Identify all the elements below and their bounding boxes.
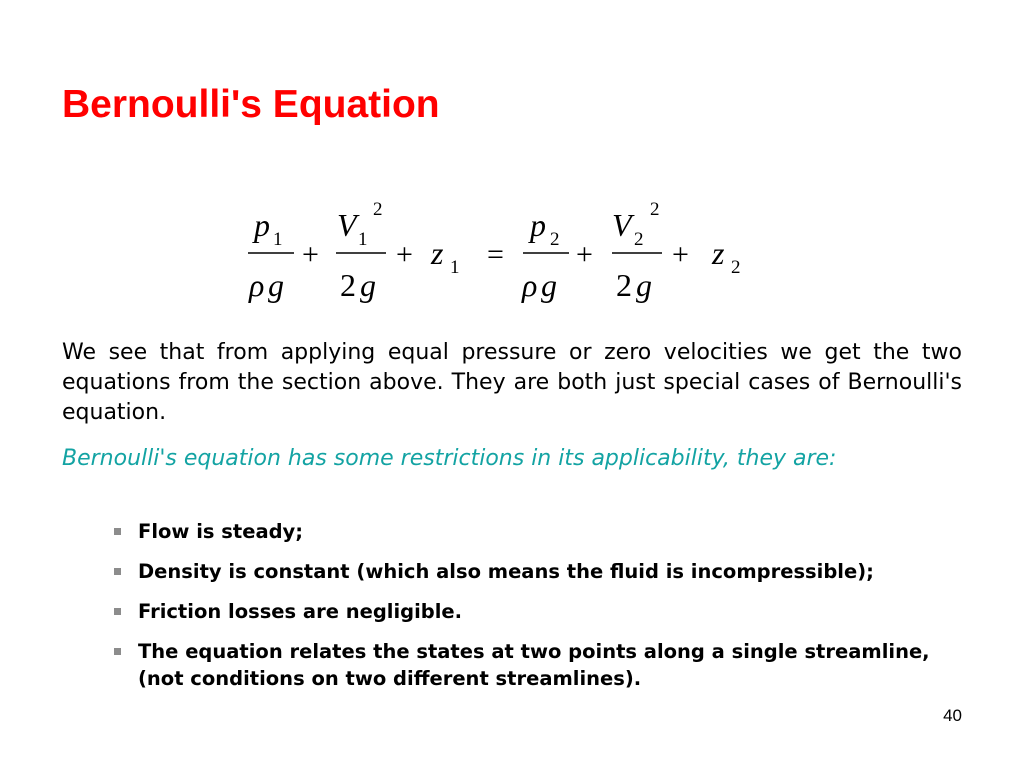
eq-z2-sub: 2 — [731, 257, 741, 278]
eq-v1-sub: 1 — [358, 229, 368, 250]
eq-v2: V — [612, 207, 632, 243]
body-paragraph: We see that from applying equal pressure or zero velocities we get the two equations from the section above. They are both just special cases of Bernoulli's equation. — [62, 340, 962, 425]
eq-rho-2: ρ — [522, 267, 538, 303]
eq-p1: p — [254, 207, 270, 243]
square-bullet-icon — [114, 648, 121, 655]
eq-plus-1: + — [302, 238, 319, 271]
eq-plus-4: + — [672, 238, 689, 271]
list-item — [114, 598, 964, 625]
eq-plus-2: + — [396, 238, 413, 271]
square-bullet-icon — [114, 528, 121, 535]
eq-equals: = — [487, 238, 504, 271]
eq-two-1: 2 — [340, 267, 356, 303]
eq-z1: z — [431, 235, 444, 271]
eq-two-2: 2 — [616, 267, 632, 303]
list-item-text: The equation relates the states at two points along a single streamline, (not conditions on two different streamlines). — [138, 640, 930, 690]
equation-graphic — [240, 195, 760, 305]
eq-v1-sq: 2 — [373, 199, 383, 220]
square-bullet-icon — [114, 608, 121, 615]
eq-p2: p — [530, 207, 546, 243]
eq-g-4: g — [636, 267, 652, 303]
square-bullet-icon — [114, 568, 121, 575]
eq-rho-1: ρ — [249, 267, 265, 303]
list-item — [114, 638, 964, 692]
bernoulli-equation — [240, 195, 760, 305]
eq-v2-sub: 2 — [634, 229, 644, 250]
eq-g-1: g — [268, 267, 284, 303]
eq-g-3: g — [541, 267, 557, 303]
eq-v1: V — [337, 207, 357, 243]
eq-g-2: g — [360, 267, 376, 303]
list-item-text: Flow is steady; — [138, 520, 304, 543]
page-number: 40 — [943, 706, 962, 725]
eq-plus-3: + — [576, 238, 593, 271]
restrictions-intro: Bernoulli's equation has some restrictions in its applicability, they are: — [62, 446, 837, 471]
eq-v2-sq: 2 — [650, 199, 660, 220]
slide-title: Bernoulli's Equation — [62, 83, 440, 126]
list-item-text: Friction losses are negligible. — [138, 600, 463, 623]
list-item — [114, 518, 964, 545]
eq-p1-sub: 1 — [273, 229, 283, 250]
list-item — [114, 558, 964, 585]
eq-z1-sub: 1 — [450, 257, 460, 278]
list-item-text: Density is constant (which also means the fluid is incompressible); — [138, 560, 874, 583]
restrictions-list — [114, 518, 964, 705]
eq-p2-sub: 2 — [550, 229, 560, 250]
eq-z2: z — [712, 235, 725, 271]
